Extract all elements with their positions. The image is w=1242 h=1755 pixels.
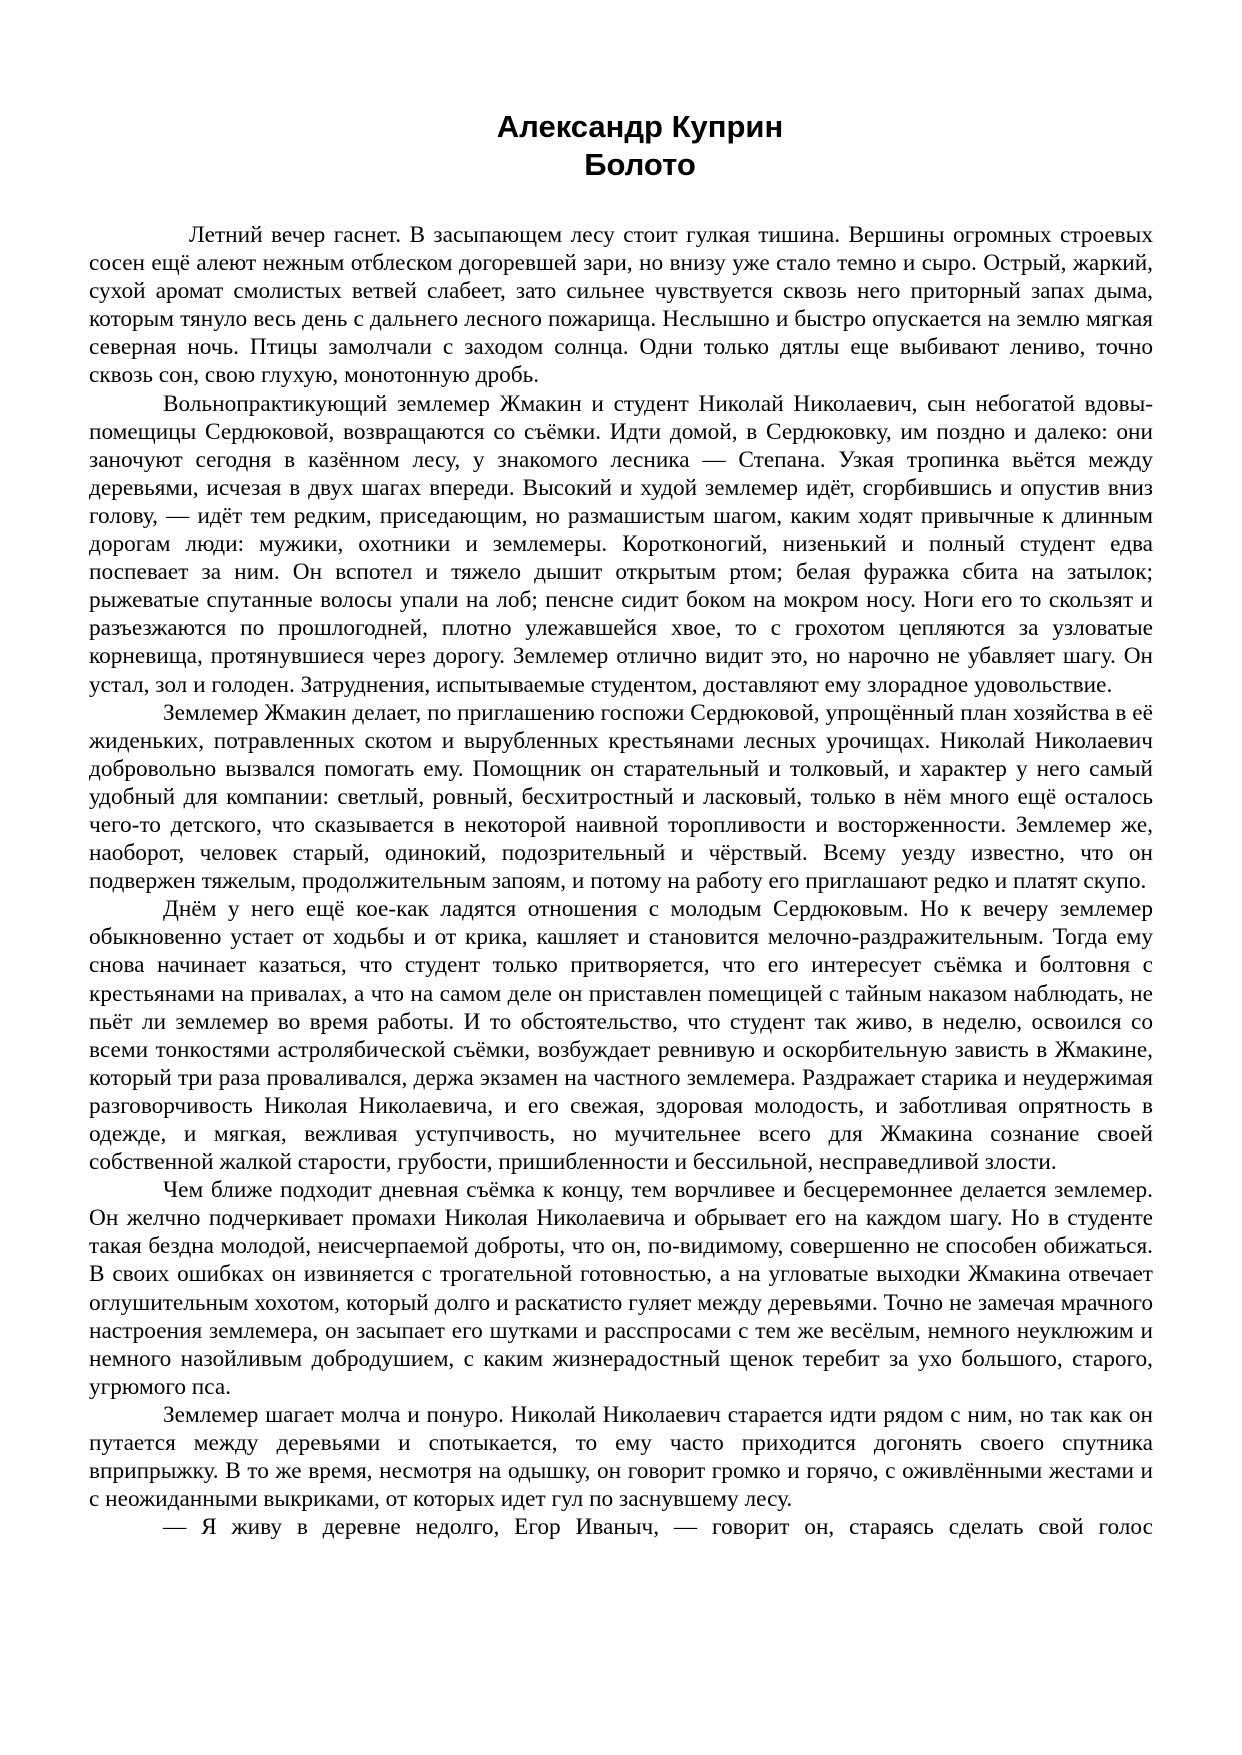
paragraph: Летний вечер гаснет. В засыпающем лесу стоит гулкая тишина. Вершины огромных строевых сосен ещё алеют нежным отблеском догоревшей зари, но внизу уже стало темно и сыро. Острый, жаркий, сухой аромат смолистых ветвей слабеет, зато сильнее чувствуется сквозь него приторный запах дыма, которым тянуло весь день с дальнего лесного пожарища. Неслышно и быстро опускается на землю мягкая северная ночь. Птицы замолчали с заходом солнца. Одни только дятлы еще выбивают лениво, точно сквозь сон, свою глухую, монотонную дробь.: [89, 222, 1153, 389]
document-header: [0, 108, 1242, 184]
document-body: [89, 221, 1153, 1541]
paragraph: Землемер Жмакин делает, по приглашению госпожи Сердюковой, упрощённый план хозяйства в её жиденьких, потравленных скотом и вырубленных крестьянами лесных урочищах. Николай Николаевич добровольно вызвался помогать ему. Помощник он старательный и толковый, и характер у него самый удобный для компании: светлый, ровный, бесхитростный и ласковый, только в нём много ещё осталось чего-то детского, что сказывается в некоторой наивной торопливости и восторженности. Землемер же, наоборот, человек старый, одинокий, подозрительный и чёрствый. Всему уезду известно, что он подвержен тяжелым, продолжительным запоям, и потому на работу его приглашают редко и платят скупо.: [89, 699, 1153, 895]
paragraph: Вольнопрактикующий землемер Жмакин и студент Николай Николаевич, сын небогатой вдовы-помещицы Сердюковой, возвращаются со съёмки. Идти домой, в Сердюковку, им поздно и далеко: они заночуют сегодня в казённом лесу, у знакомого лесника — Степана. Узкая тропинка вьётся между деревьями, исчезая в двух шагах впереди. Высокий и худой землемер идёт, сгорбившись и опустив вниз голову, — идёт тем редким, приседающим, но размашистым шагом, каким ходят привычные к длинным дорогам люди: мужики, охотники и землемеры. Коротконогий, низенький и полный студент едва поспевает за ним. Он вспотел и тяжело дышит открытым ртом; белая фуражка сбита на затылок; рыжеватые спутанные волосы упали на лоб; пенсне сидит боком на мокром носу. Ноги его то скользят и разъезжаются по прошлогодней, плотно улежавшейся хвое, то с грохотом цепляются за узловатые корневища, протянувшиеся через дорогу. Землемер отлично видит это, но нарочно не убавляет шагу. Он устал, зол и голоден. Затруднения, испытываемые студентом, доставляют ему злорадное удовольствие.: [89, 390, 1153, 698]
paragraph: — Я живу в деревне недолго, Егор Иваныч, — говорит он, стараясь сделать свой голос: [163, 1514, 1153, 1541]
author-name: Александр Куприн: [496, 109, 784, 144]
paragraph: Чем ближе подходит дневная съёмка к концу, тем ворчливее и бесцеремоннее делается землемер. Он желчно подчеркивает промахи Николая Николаевича и обрывает его на каждом шагу. Но в студенте такая бездна молодой, неисчерпаемой доброты, что он, по-видимому, совершенно не способен обижаться. В своих ошибках он извиняется с трогательной готовностью, а на угловатые выходки Жмакина отвечает оглушительным хохотом, который долго и раскатисто гуляет между деревьями. Точно не замечая мрачного настроения землемера, он засыпает его шутками и расспросами с тем же весёлым, немного неуклюжим и немного назойливым добродушием, с каким жизнерадостный щенок теребит за ухо большого, старого, угрюмого пса.: [89, 1177, 1153, 1400]
paragraph: Днём у него ещё кое-как ладятся отношения с молодым Сердюковым. Но к вечеру землемер обыкновенно устает от ходьбы и от крика, кашляет и становится мелочно-раздражительным. Тогда ему снова начинает казаться, что студент только притворяется, что его интересует съёмка и болтовня с крестьянами на привалах, а что на самом деле он приставлен помещицей с тайным наказом наблюдать, не пьёт ли землемер во время работы. И то обстоятельство, что студент так живо, в неделю, освоился со всеми тонкостями астролябической съёмки, возбуждает ревнивую и оскорбительную зависть в Жмакине, который три раза проваливался, держа экзамен на частного землемера. Раздражает старика и неудержимая разговорчивость Николая Николаевича, и его свежая, здоровая молодость, и заботливая опрятность в одежде, и мягкая, вежливая уступчивость, но мучительнее всего для Жмакина сознание своей собственной жалкой старости, грубости, пришибленности и бессильной, несправедливой злости.: [89, 896, 1153, 1176]
paragraph: Землемер шагает молча и понуро. Николай Николаевич старается идти рядом с ним, но так как он путается между деревьями и спотыкается, то ему часто приходится догонять своего спутника вприпрыжку. В то же время, несмотря на одышку, он говорит громко и горячо, с оживлёнными жестами и с неожиданными выкриками, от которых идет гул по заснувшему лесу.: [89, 1401, 1153, 1513]
document-title: Болото: [584, 147, 696, 182]
